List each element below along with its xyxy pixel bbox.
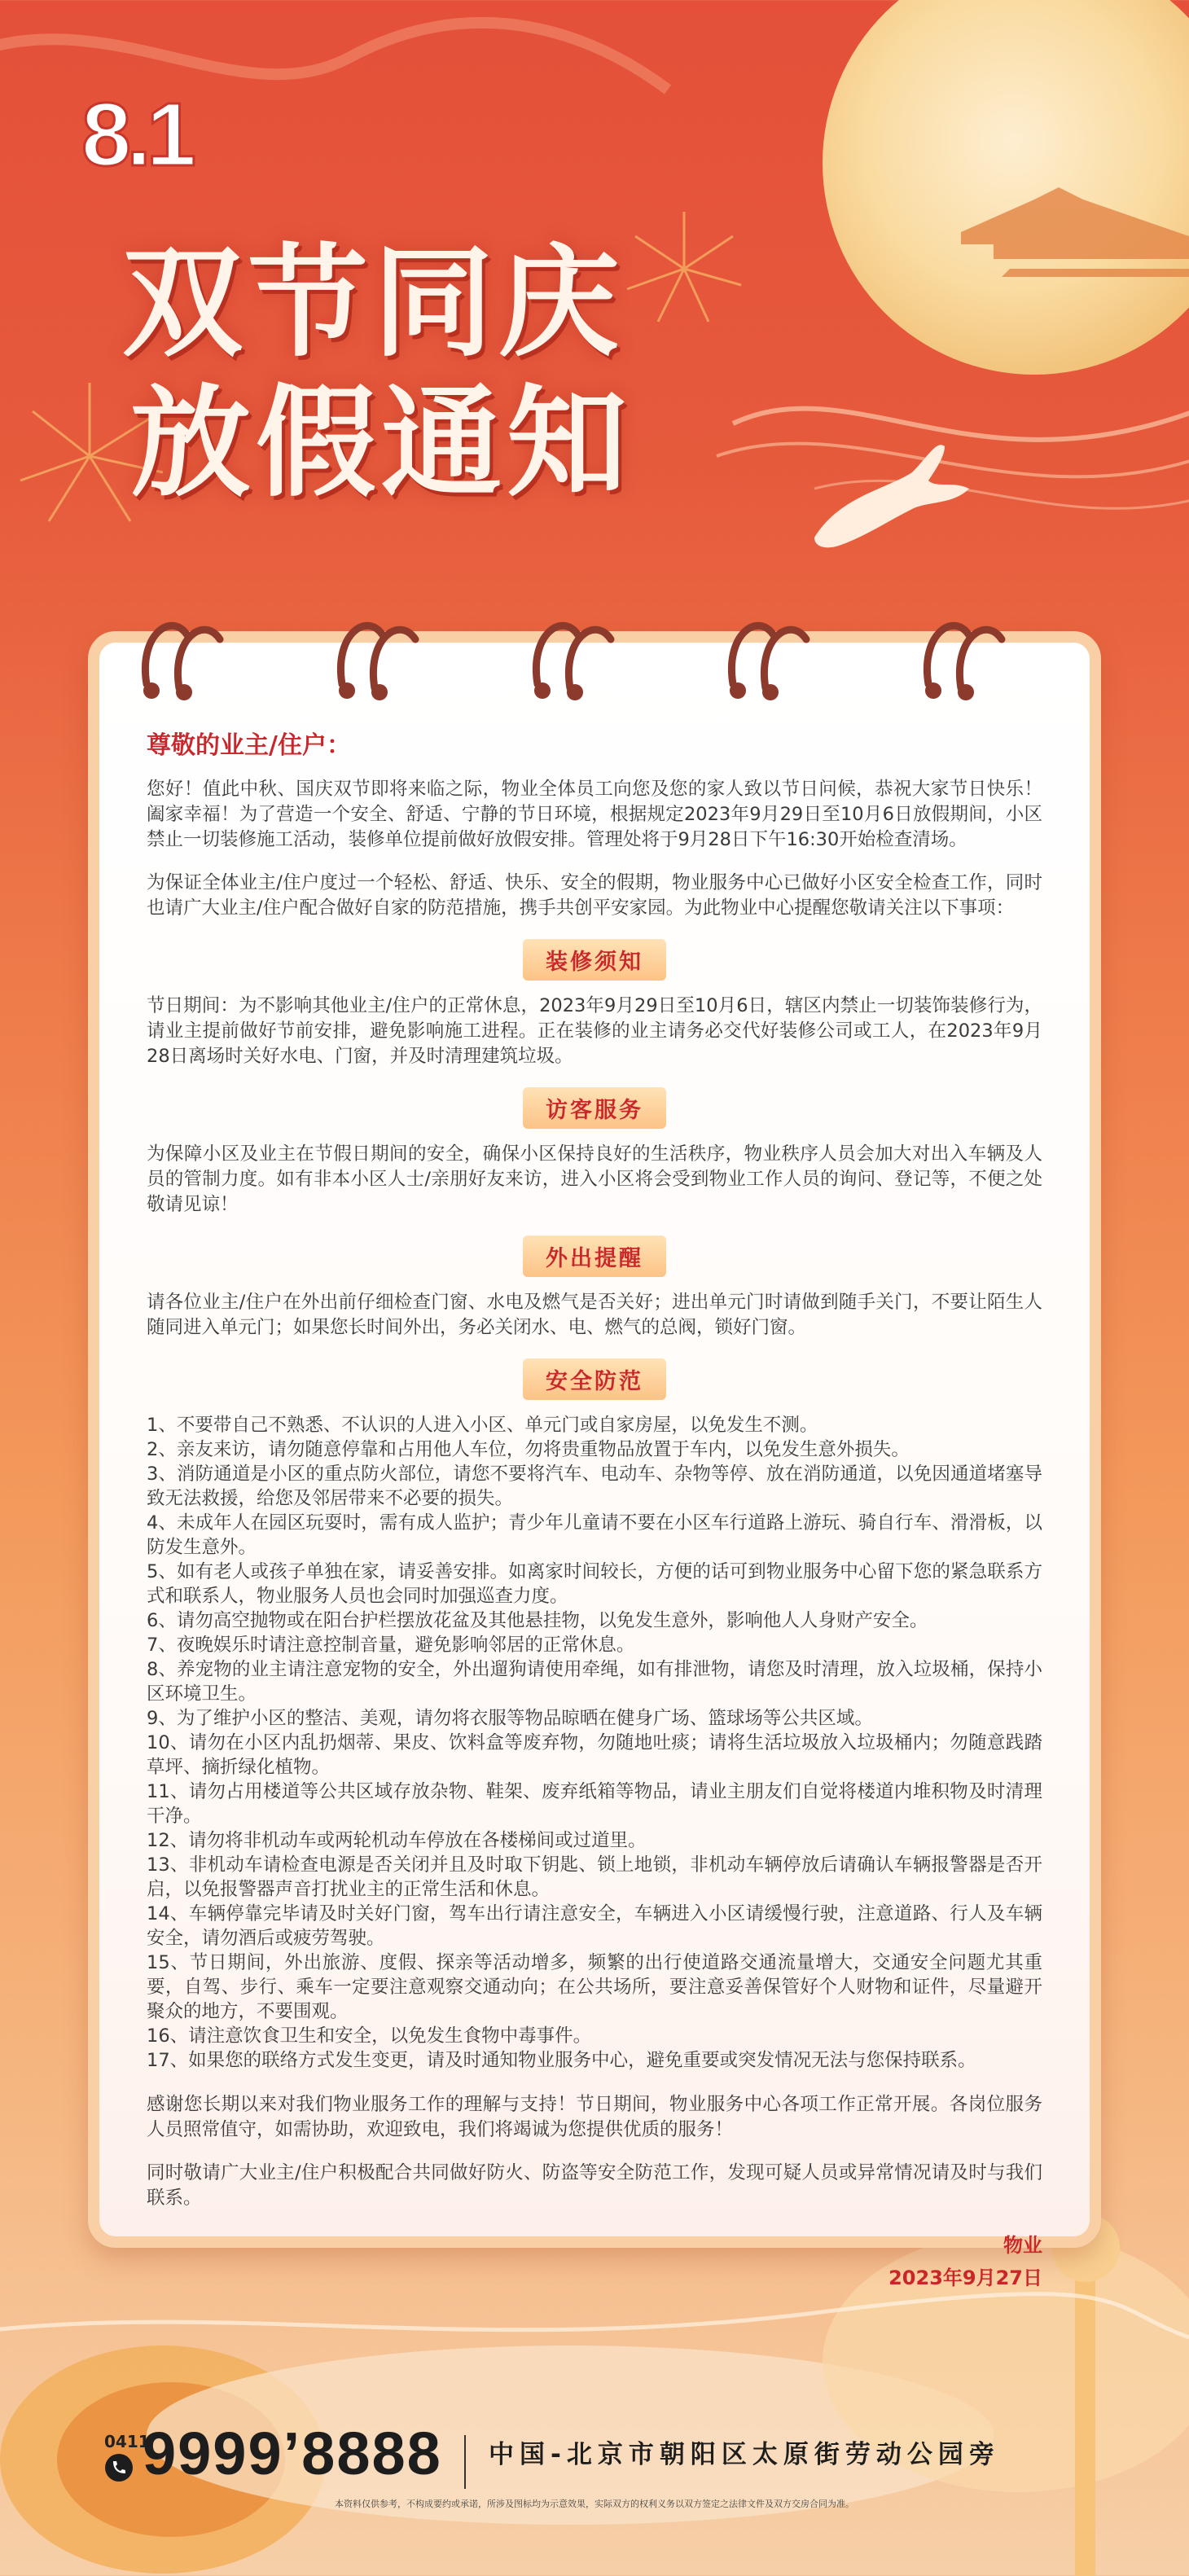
- list-item: 15、节日期间，外出旅游、度假、探亲等活动增多，频繁的出行使道路交通流量增大，交通安全问题尤其重要，自驾、步行、乘车一定要注意观察交通动向；在公共场所，要注意妥善保管好个人财物和证件，尽量避开聚众的地方，不要围观。: [147, 1952, 1042, 2022]
- list-item: 2、亲友来访，请勿随意停靠和占用他人车位，勿将贵重物品放置于车内，以免发生意外损失。: [147, 1439, 910, 1460]
- section-heading-visitors: [147, 1087, 1042, 1129]
- closing-paragraph: 感谢您长期以来对我们物业服务工作的理解与支持！节日期间，物业服务中心各项工作正常开展。各岗位服务人员照常值守，如需协助，欢迎致电，我们将竭诚为您提供优质的服务！: [147, 2094, 1042, 2140]
- divider: [464, 2435, 466, 2489]
- phone-number[interactable]: 9999’8888: [143, 2420, 442, 2487]
- section-title: 安全防范: [523, 1358, 666, 1400]
- notice-date: 2023年9月27日: [888, 2267, 1042, 2289]
- intro-paragraph: 您好！值此中秋、国庆双节即将来临之际，物业全体员工向您及您的家人致以节日问候，恭祝大家节日快乐！阖家幸福！为了营造一个安全、舒适、宁静的节日环境，根据规定2023年9月29日至10月6日放假期间，小区禁止一切装修施工活动，装修单位提前做好放假安排。管理处将于9月28日下午16:30开始检查清场。: [147, 779, 1042, 850]
- signature: 物业: [1003, 2234, 1042, 2257]
- list-item: 1、不要带自己不熟悉、不认识的人进入小区、单元门或自家房屋，以免发生不测。: [147, 1415, 818, 1436]
- list-item: 6、请勿高空抛物或在阳台护栏摆放花盆及其他悬挂物，以免发生意外，影响他人人身财产安全。: [147, 1610, 928, 1631]
- list-item: 16、请注意饮食卫生和安全，以免发生食物中毒事件。: [147, 2025, 592, 2047]
- section-text-renovation: 节日期间：为不影响其他业主/住户的正常休息，2023年9月29日至10月6日，辖区内禁止一切装饰装修行为，请业主提前做好节前安排，避免影响施工进程。正在装修的业主请务必交代好装修公司或工人，在2023年9月28日离场时关好水电、门窗，并及时清理建筑垃圾。: [147, 995, 1042, 1067]
- list-item: 17、如果您的联络方式发生变更，请及时通知物业服务中心，避免重要或突发情况无法与您保持联系。: [147, 2050, 976, 2071]
- list-item: 4、未成年人在园区玩耍时，需有成人监护；青少年儿童请不要在小区车行道路上游玩、骑自行车、滑滑板，以防发生意外。: [147, 1512, 1042, 1558]
- brand-logo: [81, 88, 228, 178]
- greeting: 尊敬的业主/住户：: [147, 731, 351, 760]
- section-title: 装修须知: [523, 939, 666, 981]
- safety-list: [147, 1413, 1042, 2073]
- list-item: 12、请勿将非机动车或两轮机动车停放在各楼梯间或过道里。: [147, 1830, 647, 1851]
- area-code: 0411: [104, 2432, 150, 2451]
- section-text-visitors: 为保障小区及业主在节假日期间的安全，确保小区保持良好的生活秩序，物业秩序人员会加大对出入车辆及人员的管制力度。如有非本小区人士/亲朋好友来访，进入小区将会受到物业工作人员的询问、登记等，不便之处敬请见谅！: [147, 1143, 1042, 1215]
- section-title: 访客服务: [523, 1087, 666, 1129]
- list-item: 10、请勿在小区内乱扔烟蒂、果皮、饮料盒等废弃物，勿随地吐痰；请将生活垃圾放入垃圾桶内；勿随意践踏草坪、摘折绿化植物。: [147, 1732, 1042, 1778]
- notice-content: [147, 725, 1042, 2294]
- list-item: 8、养宠物的业主请注意宠物的安全，外出遛狗请使用牵绳，如有排泄物，请您及时清理，放入垃圾桶，保持小区环境卫生。: [147, 1659, 1042, 1705]
- section-heading-safety: [147, 1358, 1042, 1400]
- svg-text:8.1: 8.1: [81, 88, 191, 178]
- section-heading-renovation: [147, 939, 1042, 981]
- binder-rings: [130, 586, 1059, 700]
- page-title: [122, 232, 790, 512]
- phone-icon: [104, 2453, 134, 2482]
- headline-line-2: 放假通知: [130, 371, 632, 513]
- section-text-travel: 请各位业主/住户在外出前仔细检查门窗、水电及燃气是否关好；进出单元门时请做到随手关门，不要让陌生人随同进入单元门；如果您长时间外出，务必关闭水、电、燃气的总阀，锁好门窗。: [147, 1292, 1042, 1338]
- list-item: 7、夜晚娱乐时请注意控制音量，避免影响邻居的正常休息。: [147, 1635, 635, 1656]
- list-item: 9、为了维护小区的整洁、美观，请勿将衣服等物品晾晒在健身广场、篮球场等公共区域。: [147, 1708, 873, 1729]
- list-item: 3、消防通道是小区的重点防火部位，请您不要将汽车、电动车、杂物等停、放在消防通道，以免因通道堵塞导致无法救援，给您及邻居带来不必要的损失。: [147, 1464, 1042, 1509]
- list-item: 14、车辆停靠完毕请及时关好门窗，驾车出行请注意安全，车辆进入小区请缓慢行驶，注意道路、行人及车辆安全，请勿酒后或疲劳驾驶。: [147, 1903, 1042, 1949]
- list-item: 5、如有老人或孩子单独在家，请妥善安排。如离家时间较长，方便的话可到物业服务中心留下您的紧急联系方式和联系人，物业服务人员也会同时加强巡查力度。: [147, 1561, 1042, 1607]
- disclaimer: 本资料仅供参考，不构成要约或承诺，所涉及图标均为示意效果，实际双方的权利义务以双方签定之法律文件及双方交房合同为准。: [335, 2499, 854, 2509]
- section-heading-travel: [147, 1235, 1042, 1277]
- closing-paragraph: 同时敬请广大业主/住户积极配合共同做好防火、防盗等安全防范工作，发现可疑人员或异常情况请及时与我们联系。: [147, 2162, 1042, 2209]
- headline-line-1: 双节同庆: [122, 231, 624, 373]
- footer: [98, 2411, 1091, 2508]
- address: 中国-北京市朝阳区太原街劳动公园旁: [489, 2440, 1000, 2469]
- list-item: 13、非机动车请检查电源是否关闭并且及时取下钥匙、锁上地锁，非机动车辆停放后请确认车辆报警器是否开启，以免报警器声音打扰业主的正常生活和休息。: [147, 1854, 1042, 1900]
- intro-paragraph: 为保证全体业主/住户度过一个轻松、舒适、快乐、安全的假期，物业服务中心已做好小区安全检查工作，同时也请广大业主/住户配合做好自家的防范措施，携手共创平安家园。为此物业中心提醒您敬请关注以下事项：: [147, 872, 1042, 919]
- signature-block: [147, 2229, 1042, 2294]
- section-title: 外出提醒: [523, 1235, 666, 1277]
- list-item: 11、请勿占用楼道等公共区域存放杂物、鞋架、废弃纸箱等物品，请业主朋友们自觉将楼道内堆积物及时清理干净。: [147, 1781, 1042, 1827]
